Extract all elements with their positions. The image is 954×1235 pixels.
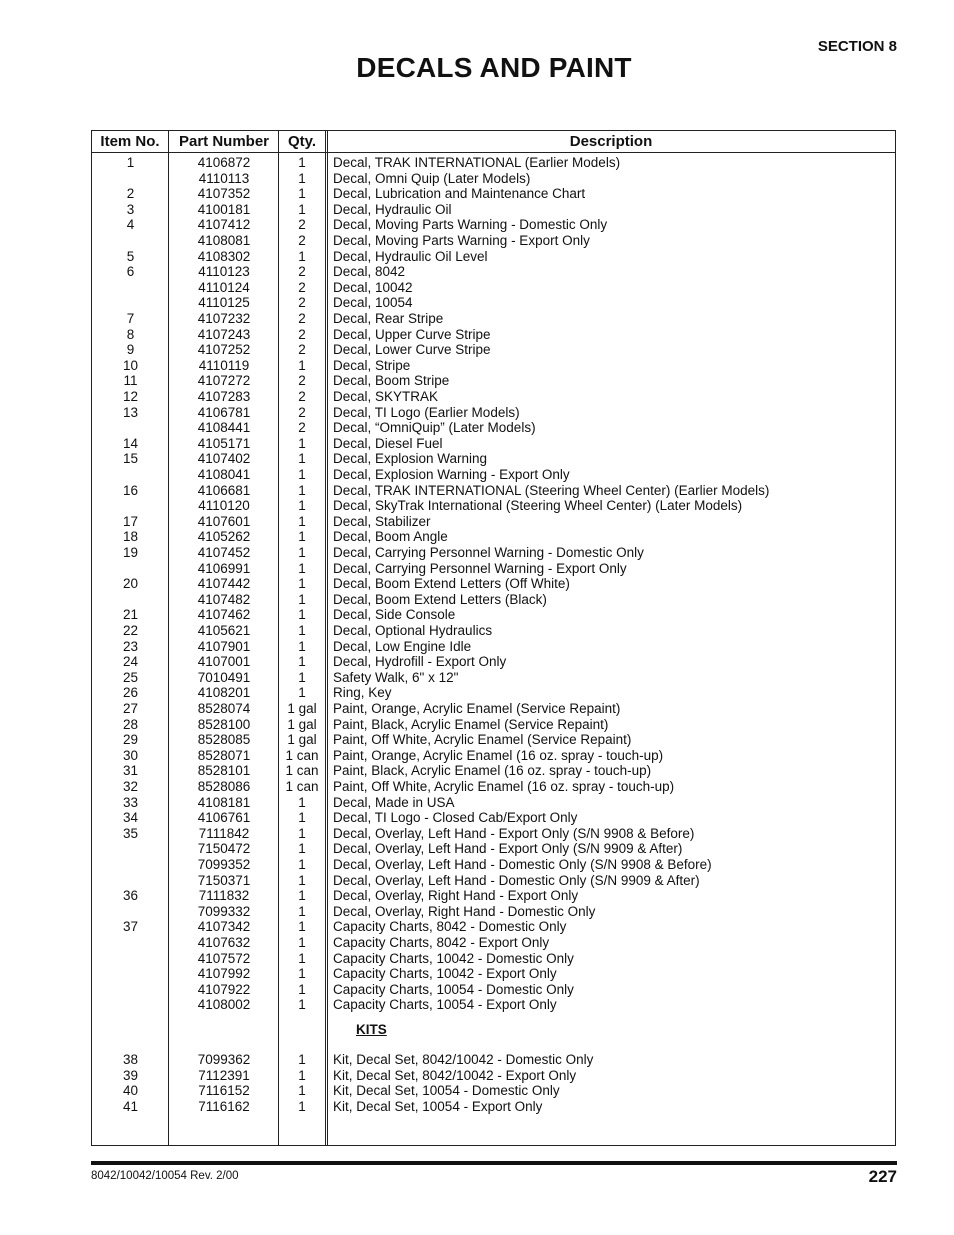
part-number-cell: 8528085 — [197, 732, 251, 748]
quantity-cell: 1 gal — [287, 701, 317, 716]
quantity-cell: 1 — [298, 201, 306, 217]
table-row — [92, 951, 895, 967]
table-row — [92, 327, 895, 343]
parts-table — [91, 130, 896, 1146]
quantity-cell: 1 — [298, 155, 306, 170]
quantity-cell: 1 — [298, 513, 306, 529]
description-cell: Capacity Charts, 10054 - Export Only — [333, 997, 557, 1013]
part-number-cell: 4110124 — [198, 279, 250, 295]
part-number-cell: 4108081 — [197, 233, 251, 248]
quantity-cell: 2 — [298, 342, 306, 358]
table-row — [92, 857, 895, 873]
quantity-cell: 2 — [298, 389, 306, 404]
part-number-cell: 4106681 — [197, 482, 251, 498]
part-number-cell: 4108041 — [197, 467, 251, 482]
item-number-cell: 40 — [122, 1083, 139, 1099]
table-row — [92, 1068, 895, 1084]
quantity-cell: 2 — [298, 279, 306, 295]
table-row — [92, 498, 895, 514]
revision-label: 8042/10042/10054 Rev. 2/00 — [91, 1170, 239, 1182]
description-cell: Decal, Carrying Personnel Warning - Domestic Only — [333, 545, 644, 560]
quantity-cell: 2 — [298, 311, 306, 326]
table-row — [92, 217, 895, 233]
description-cell: Decal, Side Console — [333, 607, 456, 623]
part-number-cell: 4107402 — [197, 451, 251, 467]
quantity-cell: 1 — [298, 576, 306, 592]
description-cell: Safety Walk, 6" x 12" — [333, 669, 459, 685]
description-cell: Decal, Overlay, Left Hand - Export Only (S/N 9909 & After) — [333, 841, 683, 857]
description-cell: Decal, Explosion Warning — [333, 451, 488, 467]
item-number-cell: 7 — [126, 311, 135, 326]
part-number-cell: 7099352 — [197, 857, 251, 872]
table-row — [92, 904, 895, 920]
quantity-cell: 1 — [298, 186, 306, 202]
page-number: 227 — [868, 1167, 897, 1186]
item-number-cell: 11 — [123, 373, 138, 389]
item-number-cell: 1 — [126, 155, 135, 170]
item-number-cell: 33 — [122, 794, 139, 810]
description-cell: Decal, Moving Parts Warning - Domestic Only — [333, 217, 608, 233]
part-number-cell: 4106761 — [197, 810, 251, 826]
description-cell: Decal, Overlay, Right Hand - Export Only — [333, 888, 579, 904]
table-row — [92, 732, 895, 748]
part-number-cell: 4107232 — [197, 311, 251, 326]
table-row — [92, 670, 895, 686]
part-number-cell: 7116152 — [198, 1083, 250, 1099]
item-number-cell: 5 — [126, 248, 135, 264]
item-number-cell: 34 — [122, 810, 139, 826]
table-row — [92, 529, 895, 545]
quantity-cell: 1 — [298, 903, 306, 919]
item-number-cell: 13 — [122, 404, 139, 420]
table-row — [92, 358, 895, 374]
part-number-cell: 4110125 — [198, 295, 250, 311]
description-cell: Decal, TI Logo - Closed Cab/Export Only — [333, 810, 578, 826]
description-cell: Decal, Lubrication and Maintenance Chart — [333, 186, 586, 202]
quantity-cell: 1 — [298, 498, 306, 514]
part-number-cell: 4110119 — [198, 357, 250, 373]
part-number-cell: 4105262 — [197, 529, 251, 545]
table-row — [92, 607, 895, 623]
table-row — [92, 717, 895, 733]
quantity-cell: 1 gal — [287, 732, 317, 748]
description-cell: Decal, Boom Angle — [333, 529, 448, 545]
part-number-cell: 8528074 — [197, 701, 251, 716]
table-row — [92, 1099, 895, 1115]
section-label: SECTION 8 — [817, 38, 897, 55]
table-row — [92, 233, 895, 249]
item-number-cell: 9 — [126, 342, 135, 358]
quantity-cell: 1 — [298, 841, 306, 857]
description-cell: Capacity Charts, 10054 - Domestic Only — [333, 981, 574, 997]
description-cell: Decal, TRAK INTERNATIONAL (Steering Wheel Center) (Earlier Models) — [333, 482, 770, 498]
item-number-cell: 28 — [122, 716, 139, 732]
item-number-cell: 24 — [122, 654, 139, 670]
table-row — [92, 373, 895, 389]
table-row — [92, 561, 895, 577]
table-row — [92, 202, 895, 218]
description-cell: Decal, Explosion Warning - Export Only — [333, 467, 570, 482]
table-row — [92, 451, 895, 467]
item-number-cell: 29 — [122, 732, 139, 748]
part-number-cell: 4107412 — [197, 217, 251, 233]
part-number-cell: 4105171 — [197, 435, 251, 451]
table-row — [92, 576, 895, 592]
table-row — [92, 826, 895, 842]
quantity-cell: 1 — [298, 950, 306, 966]
column-header-part-number: Part Number — [178, 133, 270, 150]
quantity-cell: 1 — [298, 669, 306, 685]
table-row — [92, 389, 895, 405]
part-number-cell: 4106991 — [197, 560, 251, 576]
table-row — [92, 685, 895, 701]
item-number-cell: 20 — [122, 576, 139, 592]
part-number-cell: 4107901 — [197, 638, 251, 654]
description-cell: Decal, Stabilizer — [333, 513, 431, 529]
item-number-cell: 19 — [122, 545, 139, 560]
item-number-cell: 27 — [122, 701, 139, 716]
quantity-cell: 1 — [298, 451, 306, 467]
item-number-cell: 35 — [122, 825, 139, 841]
description-cell: Capacity Charts, 8042 - Domestic Only — [333, 919, 567, 935]
part-number-cell: 8528100 — [197, 716, 251, 732]
part-number-cell: 4106872 — [197, 155, 251, 170]
quantity-cell: 1 — [298, 170, 306, 186]
quantity-cell: 1 — [298, 248, 306, 264]
item-number-cell: 14 — [122, 435, 139, 451]
quantity-cell: 1 — [298, 623, 306, 638]
description-cell: Decal, Upper Curve Stripe — [333, 326, 491, 342]
column-header-item-no: Item No. — [100, 133, 160, 150]
table-row — [92, 763, 895, 779]
description-cell: Kit, Decal Set, 8042/10042 - Export Only — [333, 1067, 577, 1083]
part-number-cell: 7150371 — [197, 872, 251, 888]
description-cell: Paint, Orange, Acrylic Enamel (16 oz. spray - touch-up) — [333, 747, 664, 763]
quantity-cell: 1 — [298, 545, 306, 560]
item-number-cell: 15 — [122, 451, 139, 467]
part-number-cell: 4107922 — [197, 981, 251, 997]
table-row — [92, 623, 895, 639]
item-number-cell: 23 — [122, 638, 139, 654]
quantity-cell: 1 — [298, 810, 306, 826]
quantity-cell: 1 — [298, 1052, 306, 1067]
description-cell: Decal, Made in USA — [333, 794, 455, 810]
table-row — [92, 888, 895, 904]
quantity-cell: 1 — [298, 435, 306, 451]
description-cell: Decal, SKYTRAK — [333, 389, 439, 404]
description-cell: Paint, Orange, Acrylic Enamel (Service Repaint) — [333, 701, 621, 716]
part-number-cell: 4107572 — [197, 950, 251, 966]
item-number-cell: 30 — [122, 747, 139, 763]
table-row — [92, 592, 895, 608]
item-number-cell: 22 — [122, 623, 139, 638]
part-number-cell: 4108302 — [197, 248, 251, 264]
table-row — [92, 748, 895, 764]
description-cell: Decal, Omni Quip (Later Models) — [333, 170, 531, 186]
item-number-cell: 8 — [126, 326, 135, 342]
quantity-cell: 2 — [298, 326, 306, 342]
part-number-cell: 4107442 — [197, 576, 251, 592]
description-cell: Paint, Off White, Acrylic Enamel (16 oz. spray - touch-up) — [333, 779, 675, 794]
part-number-cell: 4100181 — [197, 201, 251, 217]
description-cell: Paint, Black, Acrylic Enamel (Service Repaint) — [333, 716, 609, 732]
item-number-cell: 39 — [122, 1067, 139, 1083]
table-row — [92, 483, 895, 499]
table-row — [92, 264, 895, 280]
description-cell: Decal, SkyTrak International (Steering Wheel Center) (Later Models) — [333, 498, 743, 514]
quantity-cell: 1 — [298, 825, 306, 841]
quantity-cell: 1 — [298, 638, 306, 654]
table-row — [92, 514, 895, 530]
part-number-cell: 8528086 — [197, 779, 251, 794]
description-cell: Decal, TRAK INTERNATIONAL (Earlier Models) — [333, 155, 621, 170]
part-number-cell: 7010491 — [197, 669, 251, 685]
quantity-cell: 2 — [298, 404, 306, 420]
table-row — [92, 405, 895, 421]
quantity-cell: 1 can — [285, 747, 319, 763]
quantity-cell: 2 — [298, 217, 306, 233]
part-number-cell: 7116162 — [198, 1098, 250, 1114]
part-number-cell: 4107462 — [197, 607, 251, 623]
table-row — [92, 982, 895, 998]
part-number-cell: 4107452 — [197, 545, 251, 560]
quantity-cell: 1 — [298, 1067, 306, 1083]
part-number-cell: 4107001 — [197, 654, 251, 670]
description-cell: Kit, Decal Set, 10054 - Export Only — [333, 1098, 543, 1114]
part-number-cell: 4108002 — [197, 997, 251, 1013]
table-row — [92, 919, 895, 935]
table-row — [92, 280, 895, 296]
table-row — [92, 1052, 895, 1068]
quantity-cell: 1 — [298, 654, 306, 670]
item-number-cell: 37 — [122, 919, 139, 935]
table-row — [92, 935, 895, 951]
table-row — [92, 295, 895, 311]
quantity-cell: 1 — [298, 482, 306, 498]
description-cell: Decal, Hydrofill - Export Only — [333, 654, 507, 670]
item-number-cell: 25 — [122, 669, 139, 685]
table-row — [92, 997, 895, 1013]
description-cell: Decal, 8042 — [333, 264, 406, 280]
item-number-cell: 12 — [122, 389, 139, 404]
description-cell: Capacity Charts, 8042 - Export Only — [333, 935, 550, 950]
table-row — [92, 966, 895, 982]
quantity-cell: 2 — [298, 233, 306, 248]
table-row — [92, 701, 895, 717]
quantity-cell: 2 — [298, 295, 306, 311]
description-cell: Decal, 10054 — [333, 295, 413, 311]
table-row — [92, 1083, 895, 1099]
item-number-cell: 3 — [126, 201, 135, 217]
quantity-cell: 2 — [298, 420, 306, 436]
part-number-cell: 4107632 — [197, 935, 251, 950]
quantity-cell: 1 — [298, 1083, 306, 1099]
part-number-cell: 4105621 — [197, 623, 251, 638]
quantity-cell: 1 — [298, 935, 306, 950]
item-number-cell: 4 — [126, 217, 135, 233]
quantity-cell: 1 — [298, 888, 306, 904]
part-number-cell: 4110123 — [198, 264, 250, 280]
item-number-cell: 41 — [122, 1098, 139, 1114]
quantity-cell: 1 — [298, 467, 306, 482]
table-row — [92, 841, 895, 857]
description-cell: Paint, Black, Acrylic Enamel (16 oz. spray - touch-up) — [333, 763, 652, 779]
part-number-cell: 4107243 — [197, 326, 251, 342]
description-cell: Capacity Charts, 10042 - Export Only — [333, 966, 557, 982]
description-cell: Decal, Lower Curve Stripe — [333, 342, 491, 358]
quantity-cell: 1 can — [285, 763, 319, 779]
part-number-cell: 4107252 — [197, 342, 251, 358]
description-cell: Decal, 10042 — [333, 279, 413, 295]
description-cell: Decal, Rear Stripe — [333, 311, 444, 326]
quantity-cell: 1 — [298, 966, 306, 982]
description-cell: Decal, Hydraulic Oil — [333, 201, 452, 217]
description-cell: Kit, Decal Set, 8042/10042 - Domestic Only — [333, 1052, 594, 1067]
table-row — [92, 795, 895, 811]
table-row — [92, 342, 895, 358]
quantity-cell: 1 — [298, 872, 306, 888]
item-number-cell: 32 — [122, 779, 139, 794]
table-row — [92, 654, 895, 670]
table-row — [92, 436, 895, 452]
item-number-cell: 6 — [126, 264, 135, 280]
quantity-cell: 2 — [298, 373, 306, 389]
part-number-cell: 4110113 — [198, 170, 250, 186]
item-number-cell: 38 — [122, 1052, 139, 1067]
part-number-cell: 4108201 — [197, 685, 251, 701]
kits-heading: KITS — [356, 1022, 387, 1037]
description-cell: Decal, TI Logo (Earlier Models) — [333, 404, 520, 420]
item-number-cell: 21 — [122, 607, 139, 623]
part-number-cell: 7099332 — [197, 903, 251, 919]
part-number-cell: 4106781 — [197, 404, 251, 420]
description-cell: Decal, Hydraulic Oil Level — [333, 248, 488, 264]
table-row — [92, 420, 895, 436]
item-number-cell: 18 — [122, 529, 139, 545]
table-row — [92, 639, 895, 655]
quantity-cell: 1 — [298, 529, 306, 545]
header-divider — [92, 152, 895, 153]
description-cell: Decal, Carrying Personnel Warning - Export Only — [333, 560, 627, 576]
quantity-cell: 1 — [298, 981, 306, 997]
description-cell: Decal, Overlay, Left Hand - Domestic Only (S/N 9909 & After) — [333, 872, 700, 888]
quantity-cell: 1 gal — [287, 716, 317, 732]
item-number-cell: 2 — [126, 186, 135, 202]
part-number-cell: 4107482 — [197, 591, 251, 607]
part-number-cell: 7111842 — [198, 825, 250, 841]
quantity-cell: 1 — [298, 997, 306, 1013]
description-cell: Decal, Optional Hydraulics — [333, 623, 493, 638]
quantity-cell: 1 — [298, 560, 306, 576]
description-cell: Ring, Key — [333, 685, 392, 701]
part-number-cell: 8528071 — [197, 747, 251, 763]
part-number-cell: 7111832 — [198, 888, 250, 904]
column-header-qty: Qty. — [287, 133, 317, 150]
table-row — [92, 779, 895, 795]
quantity-cell: 1 — [298, 357, 306, 373]
part-number-cell: 7099362 — [197, 1052, 251, 1067]
item-number-cell: 26 — [122, 685, 139, 701]
item-number-cell: 16 — [122, 482, 139, 498]
quantity-cell: 1 — [298, 1098, 306, 1114]
table-row — [92, 249, 895, 265]
part-number-cell: 8528101 — [197, 763, 251, 779]
description-cell: Decal, Moving Parts Warning - Export Only — [333, 233, 590, 248]
item-number-cell: 17 — [122, 513, 139, 529]
description-cell: Decal, Overlay, Right Hand - Domestic Only — [333, 903, 596, 919]
description-cell: Decal, Overlay, Left Hand - Export Only (S/N 9908 & Before) — [333, 825, 695, 841]
quantity-cell: 1 — [298, 685, 306, 701]
description-cell: Decal, Low Engine Idle — [333, 638, 472, 654]
item-number-cell: 31 — [122, 763, 139, 779]
table-row — [92, 155, 895, 171]
part-number-cell: 4107272 — [197, 373, 251, 389]
quantity-cell: 1 — [298, 607, 306, 623]
description-cell: Kit, Decal Set, 10054 - Domestic Only — [333, 1083, 560, 1099]
description-cell: Decal, Boom Stripe — [333, 373, 450, 389]
part-number-cell: 4107283 — [197, 389, 251, 404]
description-cell: Capacity Charts, 10042 - Domestic Only — [333, 950, 574, 966]
description-cell: Decal, “OmniQuip” (Later Models) — [333, 420, 536, 436]
table-row — [92, 467, 895, 483]
table-row — [92, 873, 895, 889]
quantity-cell: 1 — [298, 591, 306, 607]
part-number-cell: 4107992 — [197, 966, 251, 982]
item-number-cell: 36 — [122, 888, 139, 904]
column-header-description: Description — [569, 133, 653, 150]
description-cell: Decal, Boom Extend Letters (Black) — [333, 591, 547, 607]
quantity-cell: 1 can — [285, 779, 319, 794]
quantity-cell: 1 — [298, 857, 306, 872]
part-number-cell: 4107601 — [197, 513, 251, 529]
part-number-cell: 4108181 — [197, 794, 251, 810]
part-number-cell: 7150472 — [197, 841, 251, 857]
footer-rule — [91, 1161, 897, 1165]
quantity-cell: 2 — [298, 264, 306, 280]
description-cell: Decal, Diesel Fuel — [333, 435, 443, 451]
quantity-cell: 1 — [298, 794, 306, 810]
table-row — [92, 171, 895, 187]
quantity-cell: 1 — [298, 919, 306, 935]
part-number-cell: 4108441 — [197, 420, 251, 436]
part-number-cell: 4107342 — [197, 919, 251, 935]
description-cell: Paint, Off White, Acrylic Enamel (Service Repaint) — [333, 732, 632, 748]
table-row — [92, 311, 895, 327]
table-row — [92, 545, 895, 561]
description-cell: Decal, Overlay, Left Hand - Domestic Only (S/N 9908 & Before) — [333, 857, 712, 872]
table-row — [92, 186, 895, 202]
item-number-cell: 10 — [122, 357, 139, 373]
part-number-cell: 4107352 — [197, 186, 251, 202]
part-number-cell: 4110120 — [198, 498, 250, 514]
description-cell: Decal, Boom Extend Letters (Off White) — [333, 576, 570, 592]
table-row — [92, 810, 895, 826]
part-number-cell: 7112391 — [198, 1067, 250, 1083]
description-cell: Decal, Stripe — [333, 357, 411, 373]
page-title: DECALS AND PAINT — [356, 52, 632, 83]
